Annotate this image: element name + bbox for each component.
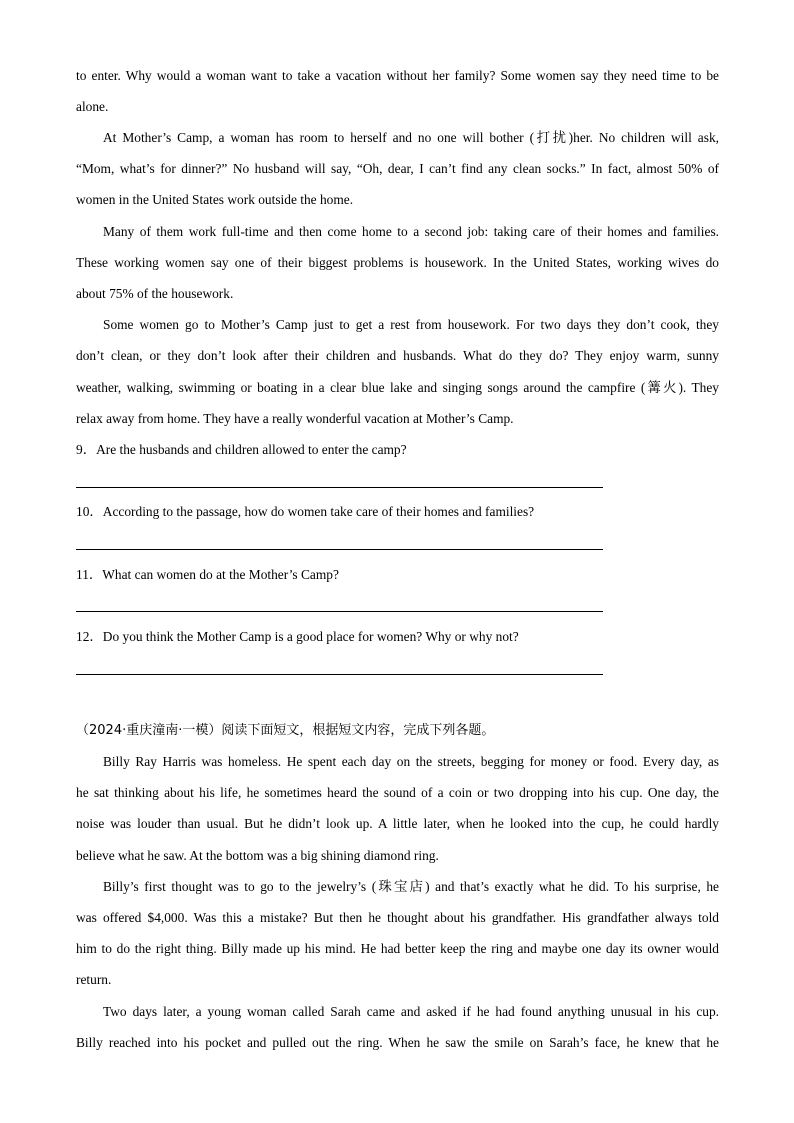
passage-line: Many of them work full-time and then come home to a second job: taking care of their homes and families. bbox=[103, 224, 719, 239]
passage-line: believe what he saw. At the bottom was a big shining diamond ring. bbox=[76, 848, 439, 863]
section-header: （2024·重庆潼南·一模）阅读下面短文，根据短文内容，完成下列各题。 bbox=[76, 723, 495, 738]
passage-line: Billy Ray Harris was homeless. He spent each day on the streets, begging for money or food. Every day, as bbox=[103, 754, 719, 769]
passage-line: him to do the right thing. Billy made up his mind. He had better keep the ring and maybe one day its owner would bbox=[76, 941, 719, 956]
passage-line: noise was louder than usual. But he didn’t look up. A little later, when he looked into the cup, he could hardly bbox=[76, 816, 719, 831]
question-10: 10．According to the passage, how do women take care of their homes and families? bbox=[76, 504, 535, 519]
passage-line: Billy reached into his pocket and pulled out the ring. When he saw the smile on Sarah’s face, he knew that he bbox=[76, 1035, 719, 1050]
answer-line-12[interactable] bbox=[76, 674, 603, 675]
passage-line: “Mom, what’s for dinner?” No husband will say, “Oh, dear, I can’t find any clean socks.” In fact, almost 50% of bbox=[76, 161, 719, 176]
passage-line: relax away from home. They have a really wonderful vacation at Mother’s Camp. bbox=[76, 411, 514, 426]
passage-line: to enter. Why would a woman want to take a vacation without her family? Some women say they need time to be bbox=[76, 68, 719, 83]
question-9: 9．Are the husbands and children allowed to enter the camp? bbox=[76, 442, 407, 457]
answer-line-9[interactable] bbox=[76, 487, 603, 488]
passage-line: return. bbox=[76, 972, 112, 987]
passage-line: women in the United States work outside the home. bbox=[76, 192, 354, 207]
question-12: 12．Do you think the Mother Camp is a good place for women? Why or why not? bbox=[76, 629, 519, 644]
passage-line: don’t clean, or they don’t look after their children and husbands. What do they do? They enjoy warm, sunny bbox=[76, 348, 719, 363]
passage-line: he sat thinking about his life, he sometimes heard the sound of a coin or two dropping into his cup. One day, the bbox=[76, 785, 719, 800]
passage-line: At Mother’s Camp, a woman has room to herself and no one will bother (打扰)her. No children will ask, bbox=[103, 130, 719, 145]
passage-line: Billy’s first thought was to go to the jewelry’s (珠宝店) and that’s exactly what he did. To his surprise, he bbox=[103, 879, 719, 894]
passage-line: Some women go to Mother’s Camp just to get a rest from housework. For two days they don’t cook, they bbox=[103, 317, 719, 332]
question-11: 11．What can women do at the Mother’s Camp? bbox=[76, 567, 339, 582]
answer-line-10[interactable] bbox=[76, 549, 603, 550]
passage-line: These working women say one of their biggest problems is housework. In the United States, working wives do bbox=[76, 255, 719, 270]
passage-line: was offered $4,000. Was this a mistake? But then he thought about his grandfather. His grandfather always told bbox=[76, 910, 719, 925]
passage-line: Two days later, a young woman called Sarah came and asked if he had found anything unusual in his cup. bbox=[103, 1004, 719, 1019]
passage-line: about 75% of the housework. bbox=[76, 286, 234, 301]
answer-line-11[interactable] bbox=[76, 611, 603, 612]
passage-line: weather, walking, swimming or boating in a clear blue lake and singing songs around the campfire (篝火). They bbox=[76, 380, 719, 395]
passage-line: alone. bbox=[76, 99, 109, 114]
